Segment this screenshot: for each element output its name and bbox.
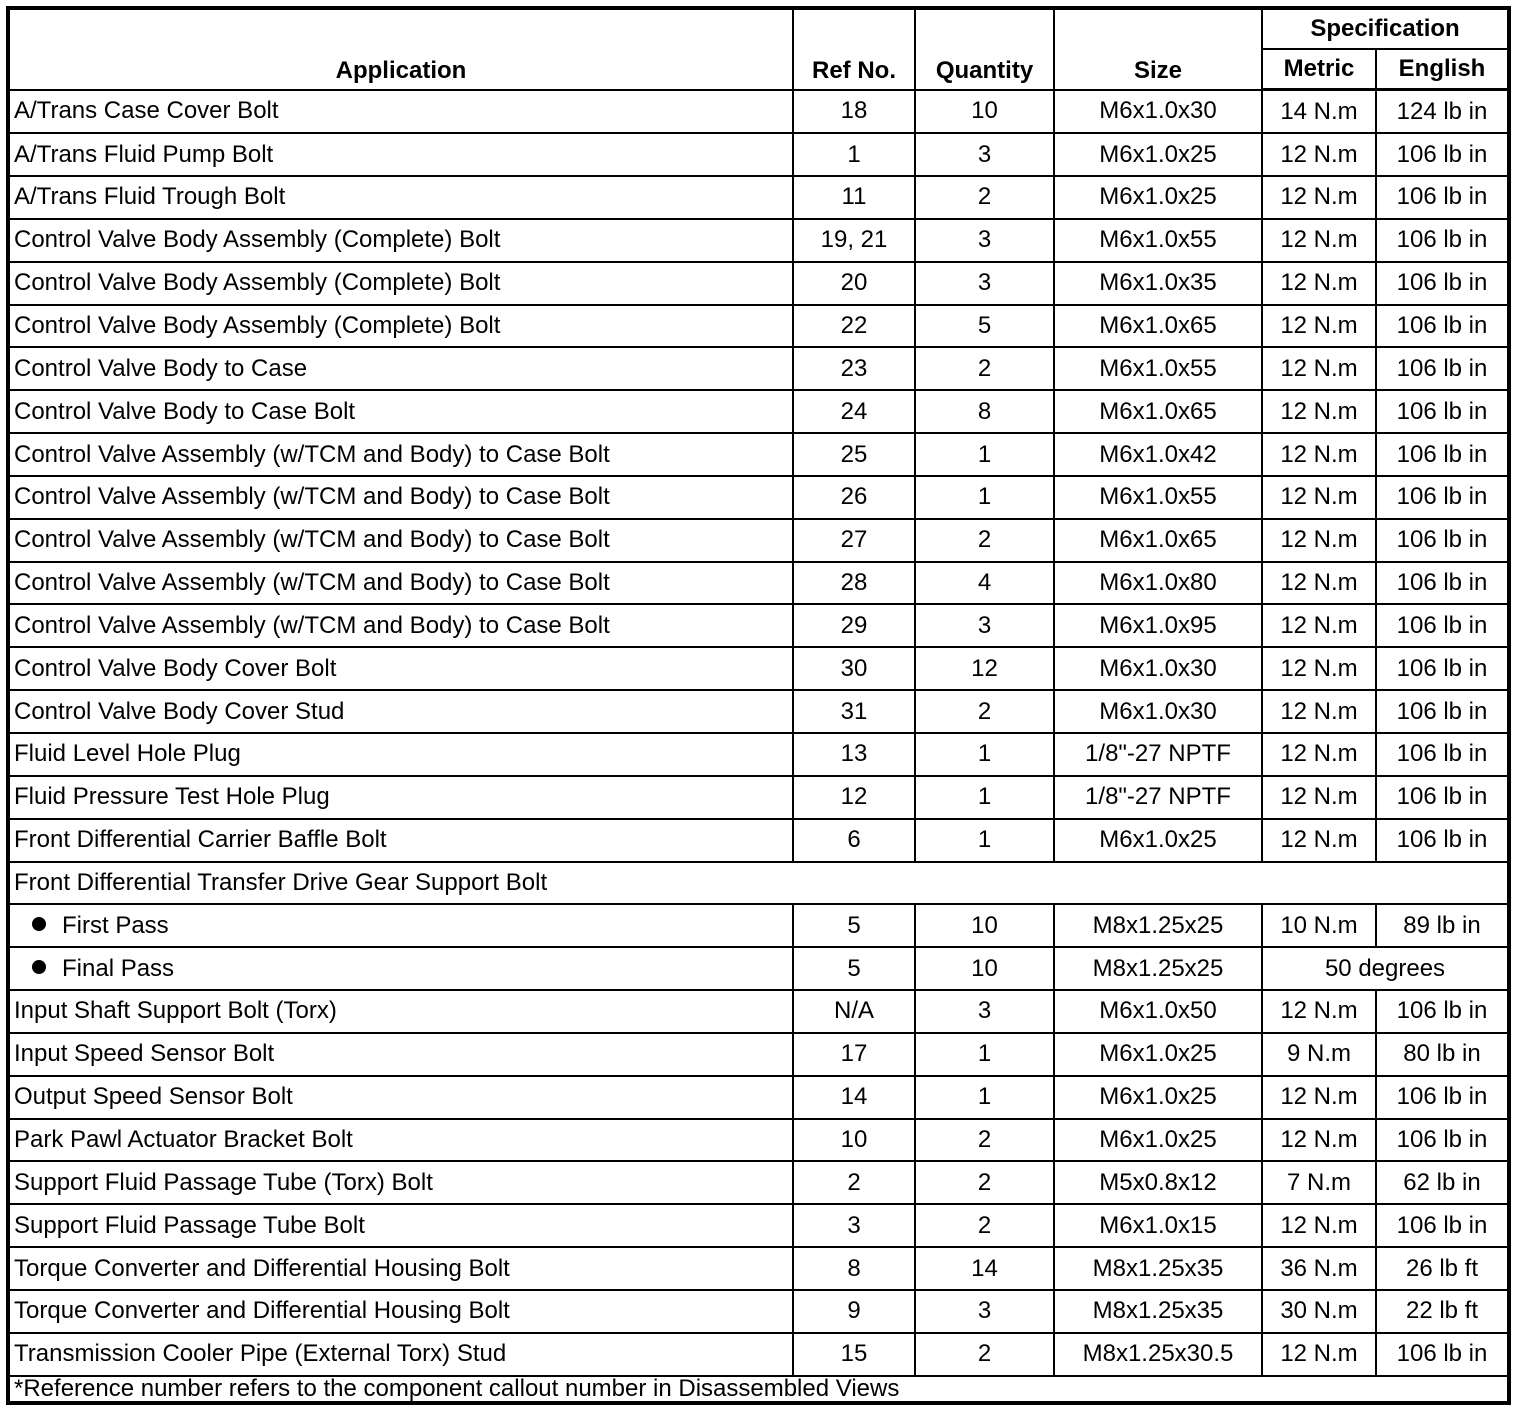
metric-cell: 12 N.m	[1262, 176, 1376, 219]
quantity-cell: 1	[915, 819, 1054, 862]
size-cell: M8x1.25x35	[1054, 1290, 1262, 1333]
size-cell: M6x1.0x25	[1054, 819, 1262, 862]
size-cell: M8x1.25x25	[1054, 904, 1262, 947]
ref-no-cell: 25	[793, 433, 915, 476]
english-cell: 106 lb in	[1376, 1119, 1509, 1162]
quantity-cell: 3	[915, 219, 1054, 262]
application-cell: Control Valve Body Assembly (Complete) Bolt	[8, 262, 793, 305]
english-cell: 106 lb in	[1376, 1076, 1509, 1119]
quantity-cell: 3	[915, 262, 1054, 305]
english-cell: 124 lb in	[1376, 90, 1509, 134]
application-cell: Output Speed Sensor Bolt	[8, 1076, 793, 1119]
quantity-cell: 4	[915, 562, 1054, 605]
table-row	[8, 733, 1509, 776]
application-cell: Control Valve Assembly (w/TCM and Body) to Case Bolt	[8, 519, 793, 562]
size-cell: M8x1.25x30.5	[1054, 1333, 1262, 1376]
metric-cell: 12 N.m	[1262, 990, 1376, 1033]
size-cell: 1/8"-27 NPTF	[1054, 776, 1262, 819]
english-cell: 26 lb ft	[1376, 1247, 1509, 1290]
english-cell: 80 lb in	[1376, 1033, 1509, 1076]
english-cell: 106 lb in	[1376, 604, 1509, 647]
application-cell: A/Trans Fluid Pump Bolt	[8, 133, 793, 176]
quantity-cell: 8	[915, 390, 1054, 433]
table-row	[8, 390, 1509, 433]
ref-no-cell: 20	[793, 262, 915, 305]
metric-cell: 14 N.m	[1262, 90, 1376, 134]
table-row	[8, 305, 1509, 348]
application-cell: Support Fluid Passage Tube (Torx) Bolt	[8, 1161, 793, 1204]
application-cell: Fluid Pressure Test Hole Plug	[8, 776, 793, 819]
size-cell: M6x1.0x25	[1054, 1033, 1262, 1076]
metric-cell: 12 N.m	[1262, 1204, 1376, 1247]
ref-no-cell: 22	[793, 305, 915, 348]
application-cell: Control Valve Body to Case Bolt	[8, 390, 793, 433]
quantity-cell: 12	[915, 647, 1054, 690]
ref-no-cell: 5	[793, 904, 915, 947]
table-row	[8, 133, 1509, 176]
size-cell: M6x1.0x30	[1054, 647, 1262, 690]
size-cell: M8x1.25x35	[1054, 1247, 1262, 1290]
metric-cell: 12 N.m	[1262, 262, 1376, 305]
metric-cell: 12 N.m	[1262, 604, 1376, 647]
size-cell: M6x1.0x25	[1054, 176, 1262, 219]
metric-cell: 7 N.m	[1262, 1161, 1376, 1204]
ref-no-cell: 14	[793, 1076, 915, 1119]
size-cell: M6x1.0x30	[1054, 90, 1262, 134]
quantity-cell: 2	[915, 1161, 1054, 1204]
application-cell: Support Fluid Passage Tube Bolt	[8, 1204, 793, 1247]
table-row	[8, 604, 1509, 647]
quantity-cell: 3	[915, 990, 1054, 1033]
application-cell: Control Valve Body Cover Stud	[8, 690, 793, 733]
size-cell: M6x1.0x65	[1054, 305, 1262, 348]
size-cell: M6x1.0x25	[1054, 1119, 1262, 1162]
table-row	[8, 947, 1509, 990]
metric-cell: 12 N.m	[1262, 347, 1376, 390]
size-cell: M5x0.8x12	[1054, 1161, 1262, 1204]
metric-cell: 10 N.m	[1262, 904, 1376, 947]
table-row	[8, 862, 1509, 905]
metric-cell: 36 N.m	[1262, 1247, 1376, 1290]
application-cell: Control Valve Assembly (w/TCM and Body) to Case Bolt	[8, 476, 793, 519]
quantity-cell: 1	[915, 1076, 1054, 1119]
application-cell	[8, 947, 793, 990]
bullet-icon	[32, 917, 46, 931]
application-label: Final Pass	[62, 954, 175, 982]
torque-spec-table	[6, 6, 1511, 1405]
table-row	[8, 476, 1509, 519]
metric-cell: 12 N.m	[1262, 133, 1376, 176]
ref-no-cell: 24	[793, 390, 915, 433]
english-cell: 106 lb in	[1376, 519, 1509, 562]
quantity-cell: 2	[915, 519, 1054, 562]
table-row	[8, 819, 1509, 862]
size-cell: M6x1.0x25	[1054, 133, 1262, 176]
specification-cell: 50 degrees	[1262, 947, 1509, 990]
english-cell: 106 lb in	[1376, 433, 1509, 476]
application-cell: Torque Converter and Differential Housing Bolt	[8, 1247, 793, 1290]
metric-cell: 12 N.m	[1262, 390, 1376, 433]
ref-no-cell: 12	[793, 776, 915, 819]
metric-cell: 12 N.m	[1262, 776, 1376, 819]
application-cell: Transmission Cooler Pipe (External Torx) Stud	[8, 1333, 793, 1376]
table-row	[8, 690, 1509, 733]
size-cell: M6x1.0x55	[1054, 219, 1262, 262]
size-cell: M6x1.0x42	[1054, 433, 1262, 476]
application-cell: Control Valve Assembly (w/TCM and Body) to Case Bolt	[8, 604, 793, 647]
english-cell: 106 lb in	[1376, 690, 1509, 733]
size-cell: M6x1.0x80	[1054, 562, 1262, 605]
application-cell: Control Valve Body Cover Bolt	[8, 647, 793, 690]
english-cell: 106 lb in	[1376, 990, 1509, 1033]
table-row	[8, 990, 1509, 1033]
size-cell: M6x1.0x35	[1054, 262, 1262, 305]
quantity-cell: 3	[915, 1290, 1054, 1333]
table-row	[8, 90, 1509, 134]
table-row	[8, 1033, 1509, 1076]
footnote: *Reference number refers to the component callout number in Disassembled Views	[8, 1376, 1509, 1403]
quantity-cell: 3	[915, 133, 1054, 176]
ref-no-cell: 27	[793, 519, 915, 562]
ref-no-cell: 11	[793, 176, 915, 219]
english-cell: 106 lb in	[1376, 176, 1509, 219]
quantity-cell: 2	[915, 690, 1054, 733]
metric-cell: 12 N.m	[1262, 1076, 1376, 1119]
english-cell: 106 lb in	[1376, 819, 1509, 862]
table-row	[8, 1204, 1509, 1247]
quantity-cell: 5	[915, 305, 1054, 348]
column-header-application: Application	[8, 8, 793, 90]
ref-no-cell: 26	[793, 476, 915, 519]
quantity-cell: 1	[915, 433, 1054, 476]
application-cell: Input Speed Sensor Bolt	[8, 1033, 793, 1076]
ref-no-cell: 29	[793, 604, 915, 647]
table-row	[8, 262, 1509, 305]
ref-no-cell: 8	[793, 1247, 915, 1290]
size-cell: M6x1.0x65	[1054, 390, 1262, 433]
application-cell: Fluid Level Hole Plug	[8, 733, 793, 776]
english-cell: 106 lb in	[1376, 476, 1509, 519]
english-cell: 106 lb in	[1376, 1204, 1509, 1247]
metric-cell: 12 N.m	[1262, 562, 1376, 605]
english-cell: 89 lb in	[1376, 904, 1509, 947]
ref-no-cell: 3	[793, 1204, 915, 1247]
quantity-cell: 10	[915, 904, 1054, 947]
column-header-english: English	[1376, 49, 1509, 90]
size-cell: M6x1.0x55	[1054, 347, 1262, 390]
quantity-cell: 10	[915, 947, 1054, 990]
english-cell: 62 lb in	[1376, 1161, 1509, 1204]
english-cell: 106 lb in	[1376, 562, 1509, 605]
size-cell: 1/8"-27 NPTF	[1054, 733, 1262, 776]
metric-cell: 12 N.m	[1262, 819, 1376, 862]
quantity-cell: 2	[915, 1119, 1054, 1162]
application-cell: Input Shaft Support Bolt (Torx)	[8, 990, 793, 1033]
ref-no-cell: 28	[793, 562, 915, 605]
table-row	[8, 647, 1509, 690]
column-header-quantity: Quantity	[915, 8, 1054, 90]
ref-no-cell: N/A	[793, 990, 915, 1033]
table-row	[8, 176, 1509, 219]
ref-no-cell: 2	[793, 1161, 915, 1204]
ref-no-cell: 13	[793, 733, 915, 776]
english-cell: 106 lb in	[1376, 347, 1509, 390]
table-header	[8, 8, 1509, 90]
application-cell: Control Valve Body Assembly (Complete) Bolt	[8, 305, 793, 348]
table-row	[8, 347, 1509, 390]
ref-no-cell: 5	[793, 947, 915, 990]
quantity-cell: 3	[915, 604, 1054, 647]
table-row	[8, 776, 1509, 819]
ref-no-cell: 6	[793, 819, 915, 862]
english-cell: 22 lb ft	[1376, 1290, 1509, 1333]
quantity-cell: 2	[915, 1333, 1054, 1376]
application-cell: A/Trans Case Cover Bolt	[8, 90, 793, 134]
table-row	[8, 433, 1509, 476]
application-cell: Front Differential Carrier Baffle Bolt	[8, 819, 793, 862]
column-header-size: Size	[1054, 8, 1262, 90]
metric-cell: 12 N.m	[1262, 519, 1376, 562]
ref-no-cell: 10	[793, 1119, 915, 1162]
application-cell: Control Valve Assembly (w/TCM and Body) to Case Bolt	[8, 433, 793, 476]
application-label: First Pass	[62, 911, 169, 939]
application-cell: Control Valve Body Assembly (Complete) Bolt	[8, 219, 793, 262]
application-cell: Park Pawl Actuator Bracket Bolt	[8, 1119, 793, 1162]
column-header-metric: Metric	[1262, 49, 1376, 90]
application-cell: Front Differential Transfer Drive Gear Support Bolt	[8, 862, 1509, 905]
quantity-cell: 10	[915, 90, 1054, 134]
application-cell: A/Trans Fluid Trough Bolt	[8, 176, 793, 219]
size-cell: M6x1.0x95	[1054, 604, 1262, 647]
quantity-cell: 1	[915, 1033, 1054, 1076]
metric-cell: 12 N.m	[1262, 733, 1376, 776]
bullet-icon	[32, 960, 46, 974]
column-header-ref-no: Ref No.	[793, 8, 915, 90]
metric-cell: 12 N.m	[1262, 647, 1376, 690]
quantity-cell: 1	[915, 733, 1054, 776]
ref-no-cell: 9	[793, 1290, 915, 1333]
table-row	[8, 1161, 1509, 1204]
english-cell: 106 lb in	[1376, 1333, 1509, 1376]
size-cell: M6x1.0x15	[1054, 1204, 1262, 1247]
english-cell: 106 lb in	[1376, 219, 1509, 262]
size-cell: M6x1.0x30	[1054, 690, 1262, 733]
application-cell: Control Valve Body to Case	[8, 347, 793, 390]
table-row	[8, 219, 1509, 262]
ref-no-cell: 31	[793, 690, 915, 733]
metric-cell: 12 N.m	[1262, 305, 1376, 348]
english-cell: 106 lb in	[1376, 390, 1509, 433]
table-body	[8, 90, 1509, 1377]
ref-no-cell: 30	[793, 647, 915, 690]
metric-cell: 9 N.m	[1262, 1033, 1376, 1076]
metric-cell: 12 N.m	[1262, 219, 1376, 262]
english-cell: 106 lb in	[1376, 647, 1509, 690]
english-cell: 106 lb in	[1376, 733, 1509, 776]
table-row	[8, 904, 1509, 947]
metric-cell: 12 N.m	[1262, 476, 1376, 519]
ref-no-cell: 15	[793, 1333, 915, 1376]
size-cell: M8x1.25x25	[1054, 947, 1262, 990]
size-cell: M6x1.0x50	[1054, 990, 1262, 1033]
size-cell: M6x1.0x25	[1054, 1076, 1262, 1119]
metric-cell: 12 N.m	[1262, 1333, 1376, 1376]
quantity-cell: 14	[915, 1247, 1054, 1290]
english-cell: 106 lb in	[1376, 133, 1509, 176]
ref-no-cell: 18	[793, 90, 915, 134]
metric-cell: 12 N.m	[1262, 433, 1376, 476]
quantity-cell: 2	[915, 347, 1054, 390]
application-cell: Torque Converter and Differential Housing Bolt	[8, 1290, 793, 1333]
ref-no-cell: 1	[793, 133, 915, 176]
table-row	[8, 1076, 1509, 1119]
application-cell	[8, 904, 793, 947]
table-row	[8, 562, 1509, 605]
table-row	[8, 1247, 1509, 1290]
english-cell: 106 lb in	[1376, 262, 1509, 305]
table-row	[8, 1333, 1509, 1376]
ref-no-cell: 19, 21	[793, 219, 915, 262]
quantity-cell: 1	[915, 476, 1054, 519]
quantity-cell: 1	[915, 776, 1054, 819]
ref-no-cell: 17	[793, 1033, 915, 1076]
english-cell: 106 lb in	[1376, 776, 1509, 819]
metric-cell: 12 N.m	[1262, 690, 1376, 733]
english-cell: 106 lb in	[1376, 305, 1509, 348]
metric-cell: 12 N.m	[1262, 1119, 1376, 1162]
quantity-cell: 2	[915, 1204, 1054, 1247]
column-header-specification: Specification	[1262, 8, 1509, 49]
size-cell: M6x1.0x55	[1054, 476, 1262, 519]
table-row	[8, 519, 1509, 562]
application-cell: Control Valve Assembly (w/TCM and Body) to Case Bolt	[8, 562, 793, 605]
size-cell: M6x1.0x65	[1054, 519, 1262, 562]
ref-no-cell: 23	[793, 347, 915, 390]
table-row	[8, 1119, 1509, 1162]
table-row	[8, 1290, 1509, 1333]
quantity-cell: 2	[915, 176, 1054, 219]
metric-cell: 30 N.m	[1262, 1290, 1376, 1333]
